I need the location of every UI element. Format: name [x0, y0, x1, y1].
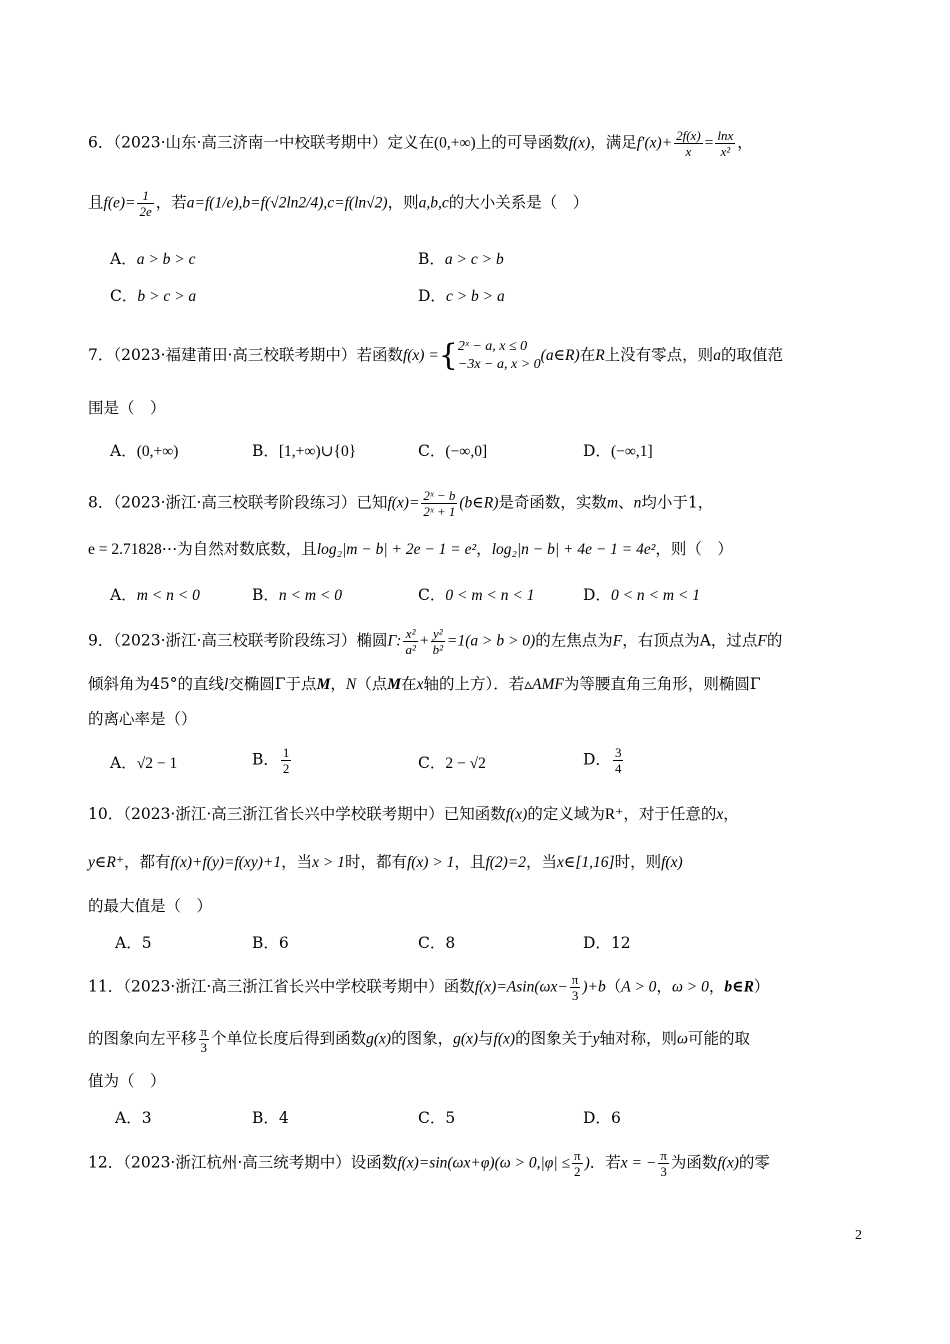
q6-frac2: $\frac{\ln x}{\text{x²}}$ [717, 128, 734, 159]
q6-frac1: $\frac{2f(x)}{x}$ [676, 128, 701, 159]
q7-option-c[interactable]: C．(−∞,0] [418, 442, 488, 460]
q10-source: （2023·浙江·高三浙江省长兴中学校联考期中） [123, 805, 444, 823]
q8-frac: $\frac{\text{2ˣ − b}}{\text{2ˣ + 1}}$ [423, 488, 456, 519]
q8-option-d[interactable]: D．0 < n < m < 1 [583, 586, 701, 604]
q6-option-d[interactable]: D．c > b > a [418, 287, 505, 305]
q8-option-c[interactable]: C．0 < m < n < 1 [418, 586, 535, 604]
q11-line3: 值为（ ） [88, 1072, 166, 1090]
q12-line1: 12．（2023·浙江杭州·高三统考期中）设函数f(x)=sin(ωx+φ)(ω > 0,|φ| ≤ $\frac{\pi}{2}$ )．若x = − $\frac{\pi}{3}$ 为函数f(x)的零 [88, 1148, 770, 1179]
q12-number: 12． [88, 1153, 124, 1172]
q10-option-c[interactable]: C．8 [418, 934, 456, 952]
q10-option-b[interactable]: B．6 [252, 934, 289, 952]
q9-option-d[interactable]: D． $\frac{3}{4}$ [583, 745, 622, 776]
q7-option-d[interactable]: D．(−∞,1] [583, 442, 653, 460]
q9-option-b[interactable]: B． $\frac{1}{2}$ [252, 745, 290, 776]
q10-line2: y∈R⁺，都有f(x)+f(y)=f(xy)+1，当x > 1时，都有f(x) > 1，且f(2)=2，当x∈[1,16]时，则f(x) [88, 853, 683, 871]
q11-source: （2023·浙江·高三浙江省长兴中学校联考期中） [123, 977, 444, 996]
q7-option-b[interactable]: B．[1,+∞)∪{0} [252, 442, 357, 460]
q9-source: （2023·浙江·高三校联考阶段练习） [113, 631, 357, 650]
q6-line2: 且f(e)= $\frac{1}{2e}$ ，若a=f(1/e),b=f(√2ln2/4),c=f(ln√2)，则a,b,c的大小关系是（ ） [88, 188, 589, 219]
q11-option-a[interactable]: A．3 [115, 1109, 152, 1127]
q8-line2: e = 2.71828⋯为自然对数底数，且log₂|m − b| + 2e − 1 = e²，log₂|n − b| + 4e − 1 = 4e²，则（ ） [88, 540, 733, 558]
q8-option-b[interactable]: B．n < m < 0 [252, 586, 343, 604]
q9-option-c[interactable]: C．2 − √2 [418, 754, 486, 772]
q10-line3: 的最大值是（ ） [88, 897, 213, 915]
q6-number: 6． [88, 133, 114, 152]
q9-line1: 9．（2023·浙江·高三校联考阶段练习）椭圆Γ: $\frac{\text{x²}}{\text{a²}}$ + $\frac{\text{y²}}{\text{b²}}$ =1(a > b > 0)的左焦点为F，右顶点为A，过点F的 [88, 626, 783, 657]
q11-option-c[interactable]: C．5 [418, 1109, 456, 1127]
q10-option-d[interactable]: D．12 [583, 934, 631, 952]
q11-line2: 的图象向左平移 $\frac{\pi}{3}$ 个单位长度后得到函数g(x)的图象，g(x)与f(x)的图象关于y轴对称，则ω可能的取 [88, 1024, 750, 1055]
q11-line1: 11．（2023·浙江·高三浙江省长兴中学校联考期中）函数f(x)=Asin(ωx− $\frac{\pi}{3}$ )+b（A > 0，ω > 0，b∈R） [88, 972, 770, 1003]
q10-number: 10． [88, 805, 124, 823]
q6-option-c[interactable]: C．b > c > a [110, 287, 197, 305]
q6-line1: 6．（2023·山东·高三济南一中校联考期中）定义在(0,+∞)上的可导函数f(x)，满足f′(x)+ $\frac{2f(x)}{x}$ = $\frac{\ln x}{\text{x²}}$ ， [88, 128, 753, 159]
q12-source: （2023·浙江杭州·高三统考期中） [123, 1153, 351, 1172]
page-number: 2 [855, 1228, 862, 1243]
q9-number: 9． [88, 631, 114, 650]
q10-line1: 10．（2023·浙江·高三浙江省长兴中学校联考期中）已知函数f(x)的定义域为R⁺，对于任意的x， [88, 805, 739, 823]
q7-option-a[interactable]: A．(0,+∞) [110, 442, 179, 460]
q7-number: 7． [88, 346, 114, 364]
q6-source: （2023·山东·高三济南一中校联考期中） [113, 133, 388, 152]
q9-line2: 倾斜角为45°的直线l交椭圆Γ于点M，N（点M在x轴的上方）．若▵AMF为等腰直角三角形，则椭圆Γ [88, 675, 761, 693]
q8-number: 8． [88, 493, 114, 512]
q9-line3: 的离心率是（） [88, 710, 197, 728]
q7-line2: 围是（ ） [88, 399, 166, 417]
q7-line1: 7．（2023·福建莆田·高三校联考期中）若函数f(x) ={ 2ˣ − a, x ≤ 0 −3x − a, x > 0 (a∈R)在R上没有零点，则a的取值范 [88, 338, 783, 373]
q7-source: （2023·福建莆田·高三校联考期中） [113, 346, 357, 364]
q10-option-a[interactable]: A．5 [115, 934, 152, 952]
q11-option-b[interactable]: B．4 [252, 1109, 289, 1127]
q6-option-a[interactable]: A．a > b > c [110, 250, 196, 268]
q11-number: 11． [88, 977, 124, 996]
q8-option-a[interactable]: A．m < n < 0 [110, 586, 200, 604]
q6-frac3: $\frac{1}{2e}$ [139, 188, 152, 219]
q11-option-d[interactable]: D．6 [583, 1109, 621, 1127]
q6-option-b[interactable]: B．a > c > b [418, 250, 504, 268]
q8-line1: 8．（2023·浙江·高三校联考阶段练习）已知f(x)= $\frac{\text{2ˣ − b}}{\text{2ˣ + 1}}$ (b∈R)是奇函数，实数m、n均小于1， [88, 488, 714, 519]
q9-option-a[interactable]: A．√2 − 1 [110, 754, 178, 772]
q8-source: （2023·浙江·高三校联考阶段练习） [113, 493, 357, 512]
